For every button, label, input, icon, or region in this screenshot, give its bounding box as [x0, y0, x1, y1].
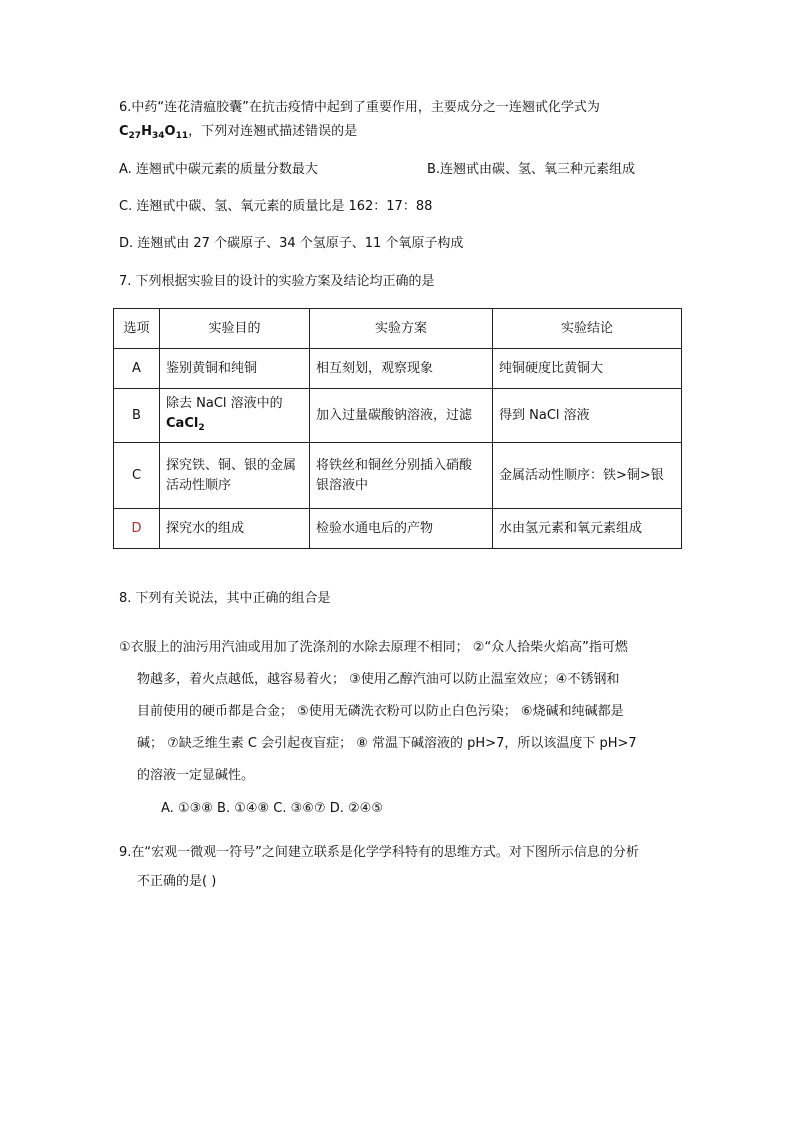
row-d-option: D [114, 509, 160, 549]
q6-stem-rest: ，下列对连翘甙描述错误的是 [188, 124, 358, 139]
row-c-plan [310, 443, 493, 509]
q8-line2: 物越多，着火点越低，越容易着火； ③使用乙醇汽油可以防止温室效应；④不锈钢和 [137, 672, 620, 687]
row-b-goal-text: 除去 NaCl 溶液中的 [166, 395, 283, 411]
row-b-result: 得到 NaCl 溶液 [493, 389, 682, 443]
q6-option-d: D. 连翘甙由 27 个碳原子、34 个氢原子、11 个氧原子构成 [119, 236, 464, 251]
row-d-plan: 检验水通电后的产物 [310, 509, 493, 549]
row-c-goal-line2: 活动性顺序 [166, 477, 232, 493]
q8-line3: 目前使用的硬币都是合金； ⑤使用无磷洗衣粉可以防止白色污染； ⑥烧碱和纯碱都是 [137, 704, 624, 719]
q8-line1: ①衣服上的油污用汽油或用加了洗涤剂的水除去原理不相同； ②“众人拾柴火焰高”指可燃 [119, 640, 628, 655]
q8-line4: 碱； ⑦缺乏维生素 C 会引起夜盲症； ⑧ 常温下碱溶液的 pH>7，所以该温度下 pH>7 [137, 736, 637, 751]
row-a-result: 纯铜硬度比黄铜大 [493, 349, 682, 389]
row-d-goal: 探究水的组成 [160, 509, 310, 549]
table-header-row [114, 309, 682, 349]
q6-option-b: B.连翘甙由碳、氢、氧三种元素组成 [427, 162, 636, 177]
row-c-result: 金属活动性顺序：铁>铜>银 [493, 443, 682, 509]
header-goal: 实验目的 [160, 309, 310, 349]
row-c-option: C [114, 443, 160, 509]
row-b-plan: 加入过量碳酸钠溶液，过滤 [310, 389, 493, 443]
header-option: 选项 [114, 309, 160, 349]
q8-statements [119, 632, 679, 792]
table-row [114, 389, 682, 443]
q6-stem-line2 [119, 122, 357, 146]
row-c-plan-line1: 将铁丝和铜丝分别插入硝酸 [316, 457, 473, 473]
row-b-goal-formula-sub: 2 [198, 422, 205, 433]
row-a-goal: 鉴别黄铜和纯铜 [160, 349, 310, 389]
row-b-option: B [114, 389, 160, 443]
header-plan: 实验方案 [310, 309, 493, 349]
row-c-goal [160, 443, 310, 509]
q6-formula-o-count: 11 [175, 131, 189, 141]
q6-formula-o: O [164, 124, 176, 139]
q8-options: A. ①③⑧ B. ①④⑧ C. ③⑥⑦ D. ②④⑤ [161, 801, 383, 816]
table-row [114, 349, 682, 389]
q9-stem-line2: 不正确的是( ) [137, 874, 217, 889]
row-c-goal-line1: 探究铁、铜、银的金属 [166, 457, 297, 473]
q6-stem-line1: 6.中药“连花清瘟胶囊”在抗击疫情中起到了重要作用，主要成分之一连翘甙化学式为 [119, 100, 600, 115]
row-a-option: A [114, 349, 160, 389]
row-d-result: 水由氢元素和氧元素组成 [493, 509, 682, 549]
q7-table [113, 308, 682, 549]
q6-option-a: A. 连翘甙中碳元素的质量分数最大 [119, 162, 318, 177]
q9-stem-line1: 9.在“宏观一微观一符号”之间建立联系是化学学科特有的思维方式。对下图所示信息的分析 [119, 845, 639, 860]
row-b-goal [160, 389, 310, 443]
row-c-plan-line2: 银溶液中 [316, 477, 369, 493]
q8-line5: 的溶液一定显碱性。 [137, 768, 255, 783]
q6-formula-h-count: 34 [151, 131, 165, 141]
q7-stem: 7. 下列根据实验目的设计的实验方案及结论均正确的是 [119, 274, 435, 289]
q6-formula-h: H [141, 124, 152, 139]
row-b-goal-formula: CaCl [166, 415, 199, 431]
table-row [114, 509, 682, 549]
q8-stem: 8. 下列有关说法，其中正确的组合是 [119, 591, 331, 606]
table-row [114, 443, 682, 509]
q6-formula-c: C [119, 124, 129, 139]
row-a-plan: 相互刻划，观察现象 [310, 349, 493, 389]
q6-option-c: C. 连翘甙中碳、氢、氧元素的质量比是 162：17：88 [119, 199, 433, 214]
header-result: 实验结论 [493, 309, 682, 349]
q6-formula-c-count: 27 [128, 131, 142, 141]
